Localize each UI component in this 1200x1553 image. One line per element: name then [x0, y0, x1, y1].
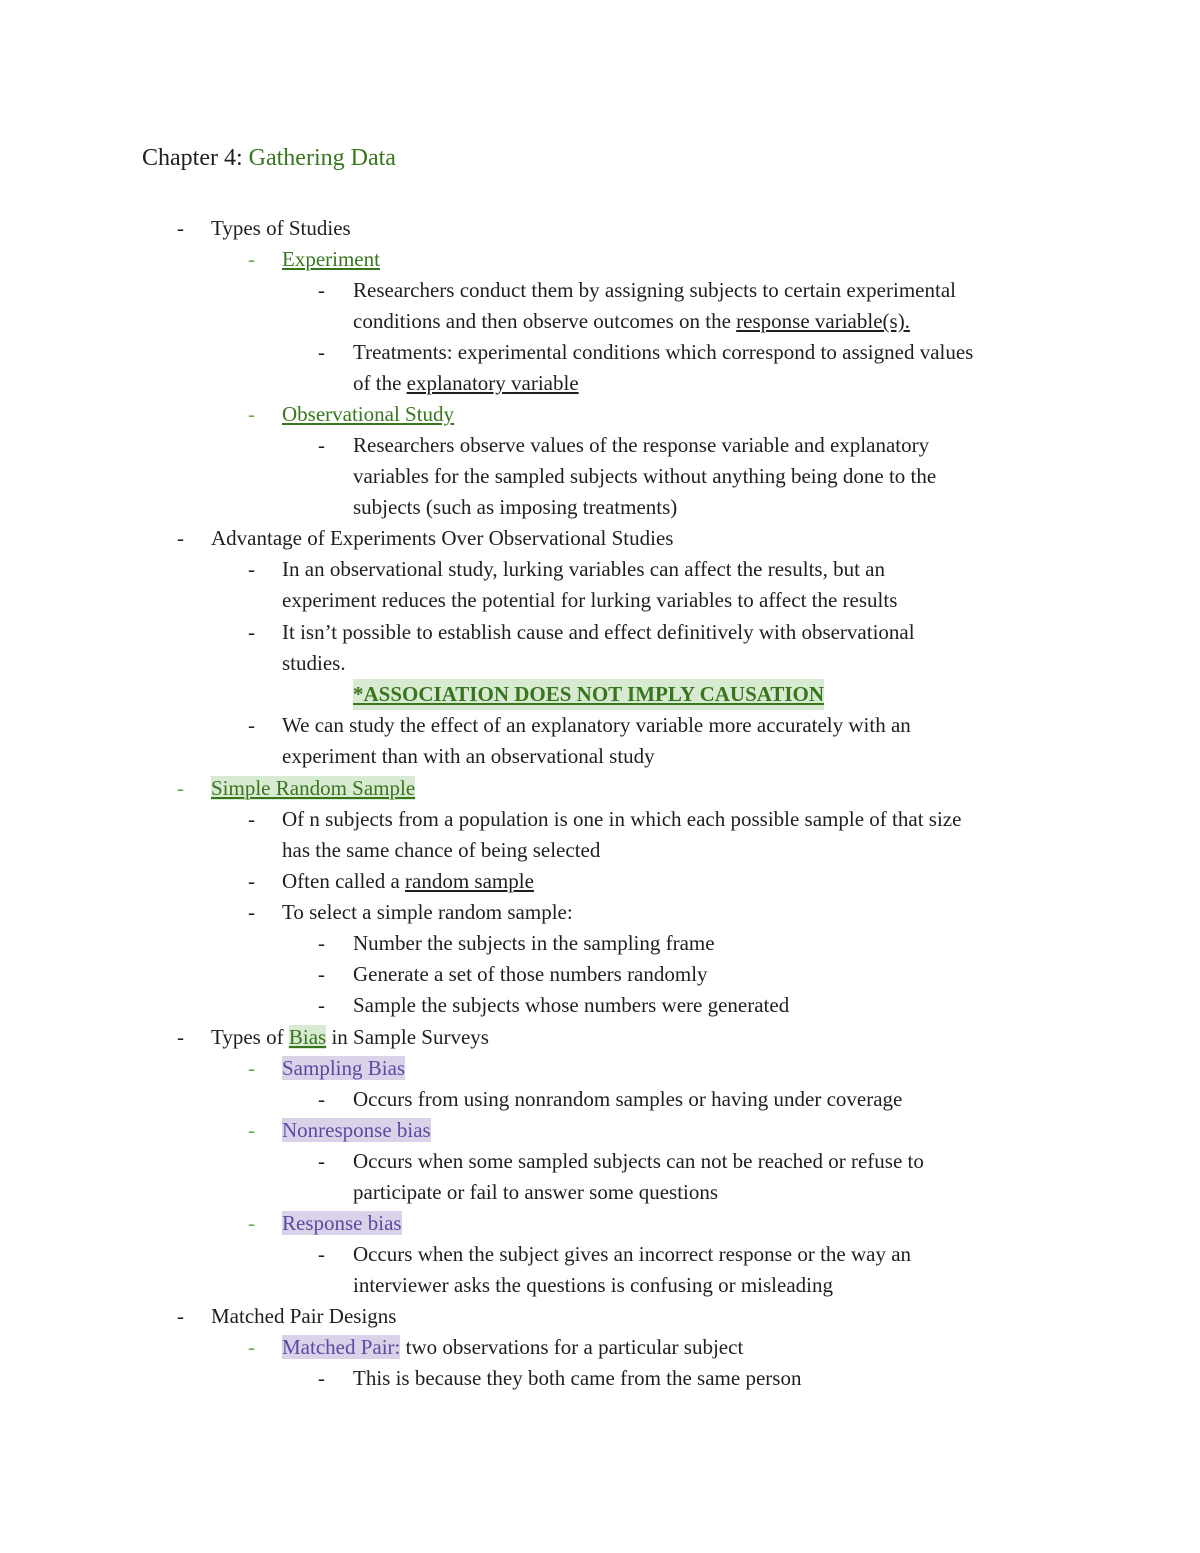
list-item: Of n subjects from a population is one in which each possible sample of that size [282, 807, 962, 831]
list-item: Number the subjects in the sampling frame [353, 931, 715, 955]
list-item: Treatments: experimental conditions which correspond to assigned values [353, 340, 974, 364]
bullet-dash: - [177, 1025, 184, 1049]
list-item [282, 866, 534, 897]
list-item: Sample the subjects whose numbers were generated [353, 993, 790, 1017]
bullet-dash: - [318, 1087, 325, 1111]
term-response-bias [282, 1208, 402, 1239]
bullet-dash: - [248, 402, 255, 426]
bullet-dash: - [318, 433, 325, 457]
list-item: In an observational study, lurking variables can affect the results, but an [282, 557, 885, 581]
list-item: Generate a set of those numbers randomly [353, 962, 708, 986]
bullet-dash: - [248, 1335, 255, 1359]
term-observational-study: Observational Study [282, 402, 455, 426]
bullet-dash: - [177, 1304, 184, 1328]
bullet-dash: - [177, 216, 184, 240]
highlighted-term: Nonresponse bias [282, 1118, 431, 1142]
bullet-dash: - [177, 776, 184, 800]
text: in Sample Surveys [326, 1025, 489, 1049]
text: two observations for a particular subject [400, 1335, 744, 1359]
section-heading-types-of-bias [211, 1022, 489, 1053]
list-item-continued: variables for the sampled subjects without anything being done to the [353, 464, 937, 488]
list-item: Researchers observe values of the response variable and explanatory [353, 433, 930, 457]
bullet-dash: - [318, 993, 325, 1017]
list-item: This is because they both came from the same person [353, 1366, 802, 1390]
underlined-term: explanatory variable [406, 371, 579, 395]
term-nonresponse-bias [282, 1115, 431, 1146]
title-prefix: Chapter 4: [142, 145, 249, 171]
text: of the [353, 371, 407, 395]
bullet-dash: - [318, 340, 325, 364]
highlighted-term: Sampling Bias [282, 1056, 406, 1080]
list-item-continued [353, 368, 579, 399]
page-title [142, 141, 396, 175]
bullet-dash: - [318, 278, 325, 302]
list-item-continued: interviewer asks the questions is confusing or misleading [353, 1273, 833, 1297]
bullet-dash: - [248, 1211, 255, 1235]
bullet-dash: - [318, 962, 325, 986]
text: Types of [211, 1025, 289, 1049]
bullet-dash: - [318, 931, 325, 955]
term-sampling-bias [282, 1053, 405, 1084]
bullet-dash: - [248, 807, 255, 831]
section-heading-types-of-studies: Types of Studies [211, 216, 351, 240]
list-item-continued: subjects (such as imposing treatments) [353, 495, 678, 519]
highlighted-term: Bias [288, 1025, 327, 1049]
list-item: To select a simple random sample: [282, 900, 573, 924]
list-item-continued: studies. [282, 651, 346, 675]
highlighted-term: Response bias [282, 1211, 402, 1235]
list-item: Researchers conduct them by assigning subjects to certain experimental [353, 278, 956, 302]
bullet-dash: - [248, 557, 255, 581]
bullet-dash: - [248, 900, 255, 924]
highlighted-term: Simple Random Sample [211, 776, 416, 800]
list-item: We can study the effect of an explanatory variable more accurately with an [282, 713, 911, 737]
bullet-dash: - [248, 1056, 255, 1080]
list-item-continued: experiment reduces the potential for lurking variables to affect the results [282, 588, 898, 612]
bullet-dash: - [177, 526, 184, 550]
list-item: It isn’t possible to establish cause and effect definitively with observational [282, 620, 915, 644]
list-item: Occurs from using nonrandom samples or having under coverage [353, 1087, 903, 1111]
list-item-continued: participate or fail to answer some questions [353, 1180, 719, 1204]
text: Often called a [282, 869, 406, 893]
bullet-dash: - [248, 620, 255, 644]
bullet-dash: - [248, 247, 255, 271]
list-item [282, 1332, 743, 1363]
list-item: Occurs when the subject gives an incorrect response or the way an [353, 1242, 912, 1266]
list-item-continued: has the same chance of being selected [282, 838, 601, 862]
section-heading-advantage: Advantage of Experiments Over Observational Studies [211, 526, 674, 550]
bullet-dash: - [318, 1149, 325, 1173]
section-heading-simple-random-sample [211, 773, 415, 804]
list-item: Occurs when some sampled subjects can not be reached or refuse to [353, 1149, 924, 1173]
highlighted-term: Matched Pair: [282, 1335, 401, 1359]
bullet-dash: - [318, 1366, 325, 1390]
list-item-continued: experiment than with an observational study [282, 744, 655, 768]
bullet-dash: - [318, 1242, 325, 1266]
section-heading-matched-pair-designs: Matched Pair Designs [211, 1304, 397, 1328]
underlined-term: random sample [405, 869, 534, 893]
title-highlight: Gathering Data [248, 145, 396, 171]
highlighted-note: *ASSOCIATION DOES NOT IMPLY CAUSATION [353, 679, 824, 710]
bullet-dash: - [248, 1118, 255, 1142]
text: conditions and then observe outcomes on the [353, 309, 737, 333]
term-experiment: Experiment [282, 247, 380, 271]
bullet-dash: - [248, 713, 255, 737]
list-item-continued [353, 306, 910, 337]
bullet-dash: - [248, 869, 255, 893]
underlined-term: response variable(s). [736, 309, 910, 333]
